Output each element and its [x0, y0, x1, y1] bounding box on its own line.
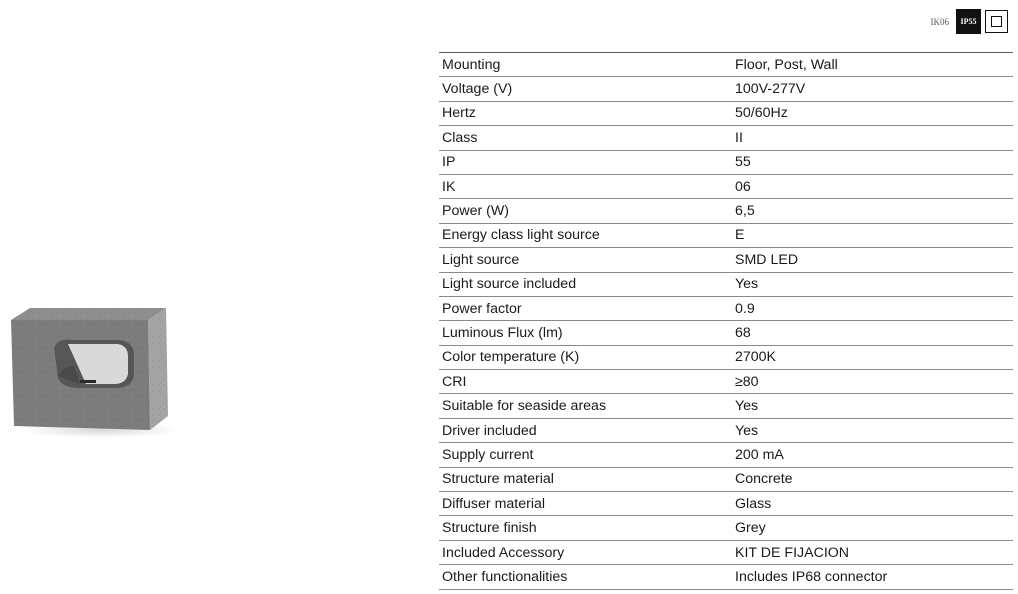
spec-value: Concrete — [735, 471, 793, 488]
spec-row — [439, 102, 1013, 126]
spec-value: E — [735, 227, 745, 244]
spec-row — [439, 346, 1013, 370]
product-image — [8, 300, 178, 440]
spec-value: Yes — [735, 422, 759, 439]
spec-value: Floor, Post, Wall — [735, 56, 838, 73]
spec-value: Yes — [735, 276, 759, 293]
spec-label: IK — [442, 178, 456, 195]
spec-value: ≥80 — [735, 373, 759, 390]
spec-row — [439, 419, 1013, 443]
class-ii-double-square-icon — [985, 10, 1008, 33]
spec-row — [439, 297, 1013, 321]
spec-row — [439, 273, 1013, 297]
spec-label: Energy class light source — [442, 227, 600, 244]
spec-row — [439, 541, 1013, 565]
spec-row — [439, 151, 1013, 175]
spec-label: Power factor — [442, 300, 522, 317]
spec-row — [439, 492, 1013, 516]
spec-row — [439, 321, 1013, 345]
spec-value: 200 mA — [735, 446, 784, 463]
spec-value: 2700K — [735, 349, 777, 366]
spec-value: 50/60Hz — [735, 105, 788, 122]
spec-value: 100V-277V — [735, 81, 806, 98]
spec-label: Class — [442, 129, 478, 146]
ik-rating-badge: IK06 — [930, 16, 949, 27]
spec-label: IP — [442, 154, 456, 171]
spec-label: Supply current — [442, 446, 534, 463]
spec-label: Power (W) — [442, 203, 509, 220]
spec-label: Color temperature (K) — [442, 349, 580, 366]
spec-row — [439, 370, 1013, 394]
spec-value: 0.9 — [735, 300, 755, 317]
spec-row — [439, 199, 1013, 223]
spec-value: Glass — [735, 495, 772, 512]
class-ii-inner-square — [991, 16, 1002, 27]
spec-label: Structure finish — [442, 520, 537, 537]
spec-row — [439, 443, 1013, 467]
spec-label: Mounting — [442, 56, 501, 73]
spec-value: II — [735, 129, 743, 146]
spec-label: Light source included — [442, 276, 577, 293]
spec-value: 6,5 — [735, 203, 755, 220]
spec-label: Included Accessory — [442, 544, 565, 561]
spec-label: Voltage (V) — [442, 81, 513, 98]
spec-row — [439, 175, 1013, 199]
spec-row — [439, 516, 1013, 540]
spec-row — [439, 53, 1013, 77]
spec-label: Luminous Flux (lm) — [442, 324, 563, 341]
spec-label: CRI — [442, 373, 467, 390]
spec-value: Yes — [735, 398, 759, 415]
spec-value: SMD LED — [735, 251, 799, 268]
spec-label: Other functionalities — [442, 568, 568, 585]
spec-row — [439, 468, 1013, 492]
certification-badges — [931, 9, 1009, 34]
spec-row — [439, 565, 1013, 589]
spec-row — [439, 394, 1013, 418]
spec-row — [439, 126, 1013, 150]
spec-label: Diffuser material — [442, 495, 546, 512]
spec-label: Driver included — [442, 422, 537, 439]
spec-row — [439, 77, 1013, 101]
spec-label: Light source — [442, 251, 520, 268]
spec-value: 06 — [735, 178, 751, 195]
spec-value: Includes IP68 connector — [735, 568, 888, 585]
spec-value: Grey — [735, 520, 766, 537]
spec-value: 68 — [735, 324, 751, 341]
spec-row — [439, 248, 1013, 272]
spec-table — [439, 52, 1013, 590]
spec-label: Suitable for seaside areas — [442, 398, 607, 415]
spec-row — [439, 224, 1013, 248]
spec-label: Hertz — [442, 105, 476, 122]
spec-label: Structure material — [442, 471, 554, 488]
spec-value: KIT DE FIJACION — [735, 544, 850, 561]
ip-rating-badge: IP55 — [956, 9, 981, 34]
spec-value: 55 — [735, 154, 751, 171]
